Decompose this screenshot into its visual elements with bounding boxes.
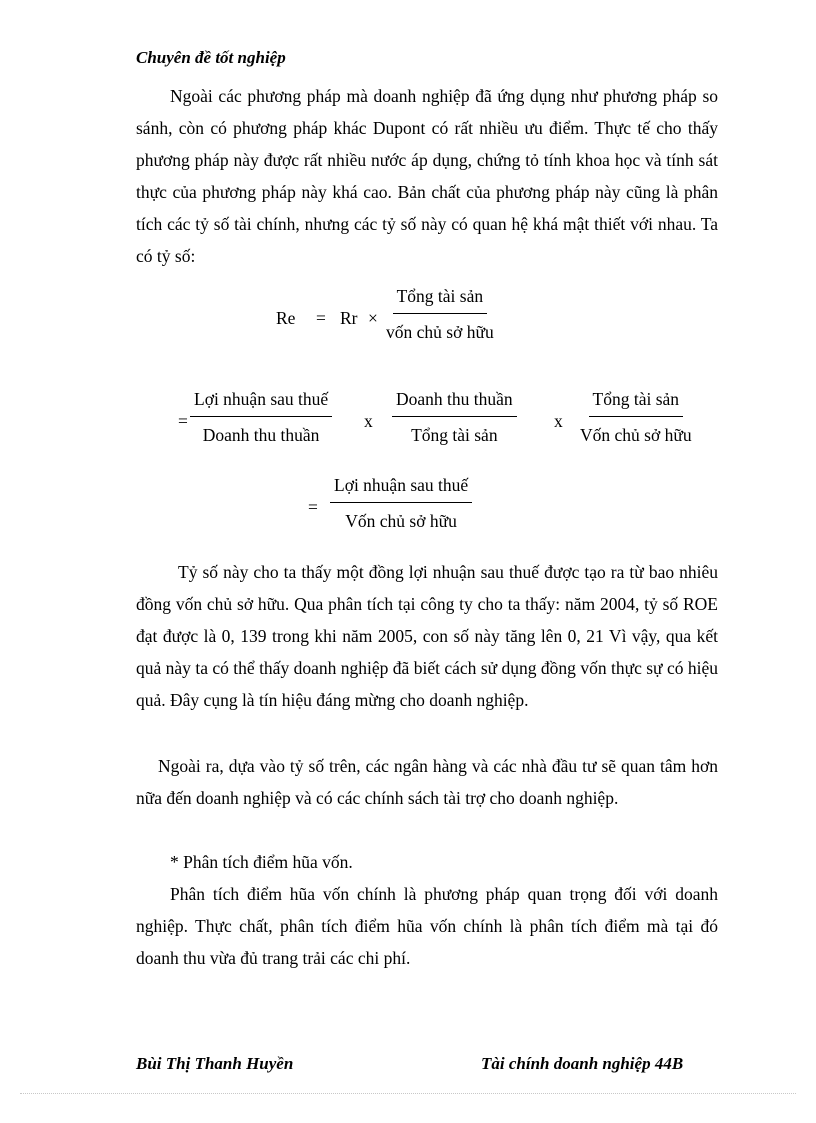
paragraph-dupont-intro: Ngoài các phương pháp mà doanh nghiệp đã ứng dụng như phương pháp so sánh, còn có phương pháp khác Dupont có rất nhiều ưu điểm. Thực tế cho thấy phương pháp này được rất nhiều nước áp dụng, chứng tỏ tính khoa học và tính sát thực của phương pháp này khá cao. Bản chất của phương pháp này cũng là phân tích các tỷ số tài chính, nhưng các tỷ số này có quan hệ khá mật thiết với nhau. Ta có tỷ số:: [136, 86, 718, 266]
footer-course: Tài chính doanh nghiệp 44B: [481, 1054, 684, 1073]
fraction-numerator: Lợi nhuận sau thuế: [190, 389, 332, 417]
formula-re: Re: [276, 308, 296, 328]
formula-multiply-2: x: [554, 411, 563, 431]
page-bottom-divider: [20, 1093, 796, 1094]
formula-equals-2: =: [178, 411, 188, 431]
formula-rr: Rr: [340, 308, 358, 328]
fraction-denominator: Vốn chủ sở hữu: [345, 511, 457, 531]
fraction-denominator: Doanh thu thuần: [202, 425, 320, 445]
formula-times-1: ×: [368, 308, 378, 328]
fraction-numerator: Doanh thu thuần: [392, 389, 517, 417]
footer-author: Bùi Thị Thanh Huyền: [136, 1054, 294, 1073]
paragraph-breakeven-definition: Phân tích điểm hũa vốn chính là phương pháp quan trọng đối với doanh nghiệp. Thực chất, phân tích điểm hũa vốn chính là phân tích điểm mà tại đó doanh thu vừa đủ trang trải các chi phí.: [136, 884, 718, 968]
formula-multiply-1: x: [364, 411, 373, 431]
fraction-denominator: Tổng tài sản: [411, 425, 498, 445]
formula-fraction-assets-equity: [382, 286, 498, 343]
paragraph-banks-investors: Ngoài ra, dựa vào tỷ số trên, các ngân hàng và các nhà đầu tư sẽ quan tâm hơn nữa đến doanh nghiệp và có các chính sách tài trợ cho doanh nghiệp.: [136, 756, 718, 808]
fraction-numerator: Lợi nhuận sau thuế: [330, 475, 472, 503]
formula-equals-1: =: [316, 308, 326, 328]
formula-equals-3: =: [308, 497, 318, 517]
fraction-numerator: Tổng tài sản: [589, 389, 684, 417]
fraction-denominator: Vốn chủ sở hữu: [580, 425, 692, 445]
paragraph-breakeven-heading: * Phân tích điểm hũa vốn.: [170, 852, 353, 872]
fraction-denominator: vốn chủ sở hữu: [386, 322, 494, 342]
paragraph-roe-analysis: Tỷ số này cho ta thấy một đồng lợi nhuận sau thuế được tạo ra từ bao nhiêu đồng vốn chủ sở hữu. Qua phân tích tại công ty cho ta thấy: năm 2004, tỷ số ROE đạt được là 0, 139 trong khi năm 2005, con số này tăng lên 0, 21 Vì vậy, qua kết quả này ta có thể thấy doanh nghiệp đã biết cách sử dụng đồng vốn thực sự có hiệu quả. Đây cụng là tín hiệu đáng mừng cho doanh nghiệp.: [136, 562, 718, 710]
formula-fraction-revenue-assets: [392, 389, 517, 446]
formula-fraction-profit-revenue: [190, 389, 332, 446]
fraction-numerator: Tổng tài sản: [393, 286, 488, 314]
formula-fraction-assets-equity-2: [576, 389, 696, 446]
page-header-title: Chuyên đề tốt nghiệp: [136, 48, 286, 67]
formula-fraction-profit-equity: [330, 475, 472, 532]
